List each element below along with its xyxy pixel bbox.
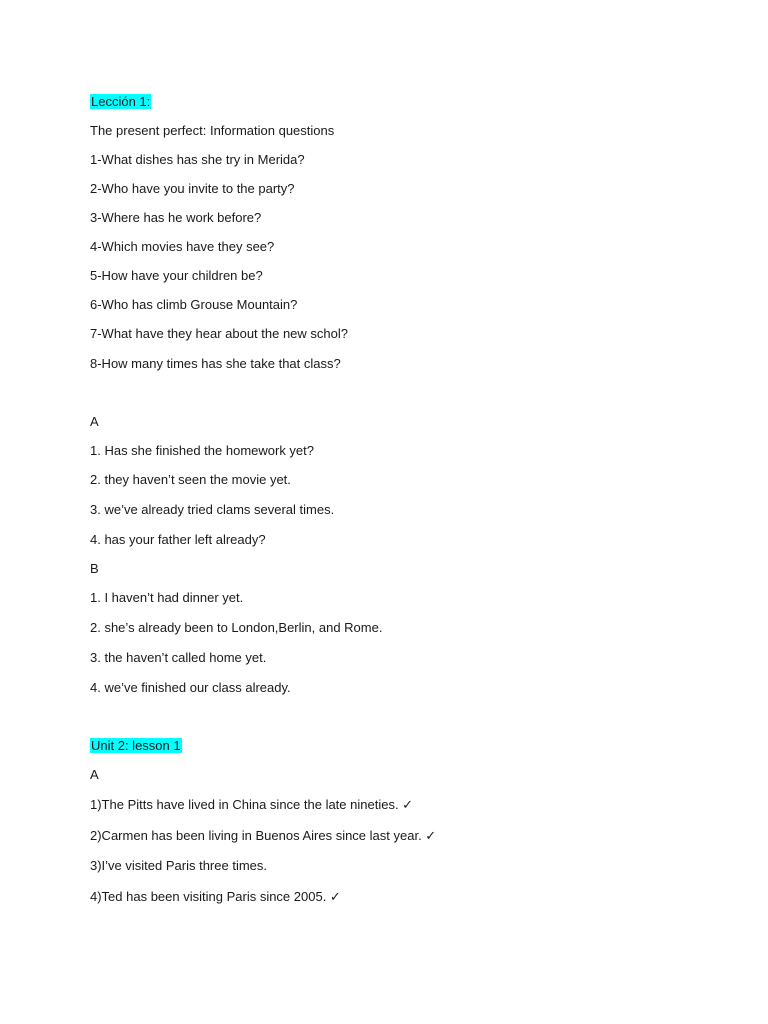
section-b-label: B	[90, 561, 99, 576]
question-6: 6-Who has climb Grouse Mountain?	[90, 297, 298, 312]
question-5: 5-How have your children be?	[90, 268, 263, 283]
unit2-heading-text: Unit 2: lesson 1	[91, 738, 181, 753]
unit2-item-1: 1)The Pitts have lived in China since the late nineties. ✓	[90, 797, 414, 812]
unit2-heading	[90, 737, 182, 754]
section-a-item-3: 3. we’ve already tried clams several times.	[90, 502, 335, 517]
lesson1-heading-text: Lección 1:	[91, 94, 151, 109]
section-a-item-1: 1. Has she finished the homework yet?	[90, 443, 315, 458]
section-b-item-1: 1. I haven’t had dinner yet.	[90, 590, 244, 605]
lesson1-subtitle: The present perfect: Information questions	[90, 123, 335, 138]
section-b-item-2: 2. she’s already been to London,Berlin, and Rome.	[90, 620, 383, 635]
section-a-label: A	[90, 414, 99, 429]
question-8: 8-How many times has she take that class?	[90, 356, 341, 371]
unit2-a-label: A	[90, 767, 99, 782]
unit2-item-4: 4)Ted has been visiting Paris since 2005. ✓	[90, 889, 341, 904]
question-7: 7-What have they hear about the new schol?	[90, 326, 348, 341]
section-a-item-4: 4. has your father left already?	[90, 532, 266, 547]
question-1: 1-What dishes has she try in Merida?	[90, 152, 305, 167]
unit2-item-3: 3)I’ve visited Paris three times.	[90, 858, 268, 873]
unit2-item-2: 2)Carmen has been living in Buenos Aires since last year. ✓	[90, 828, 437, 843]
section-b-item-3: 3. the haven’t called home yet.	[90, 650, 267, 665]
question-3: 3-Where has he work before?	[90, 210, 262, 225]
section-a-item-2: 2. they haven’t seen the movie yet.	[90, 472, 291, 487]
question-4: 4-Which movies have they see?	[90, 239, 275, 254]
lesson1-heading	[90, 93, 151, 110]
section-b-item-4: 4. we’ve finished our class already.	[90, 680, 291, 695]
question-2: 2-Who have you invite to the party?	[90, 181, 295, 196]
